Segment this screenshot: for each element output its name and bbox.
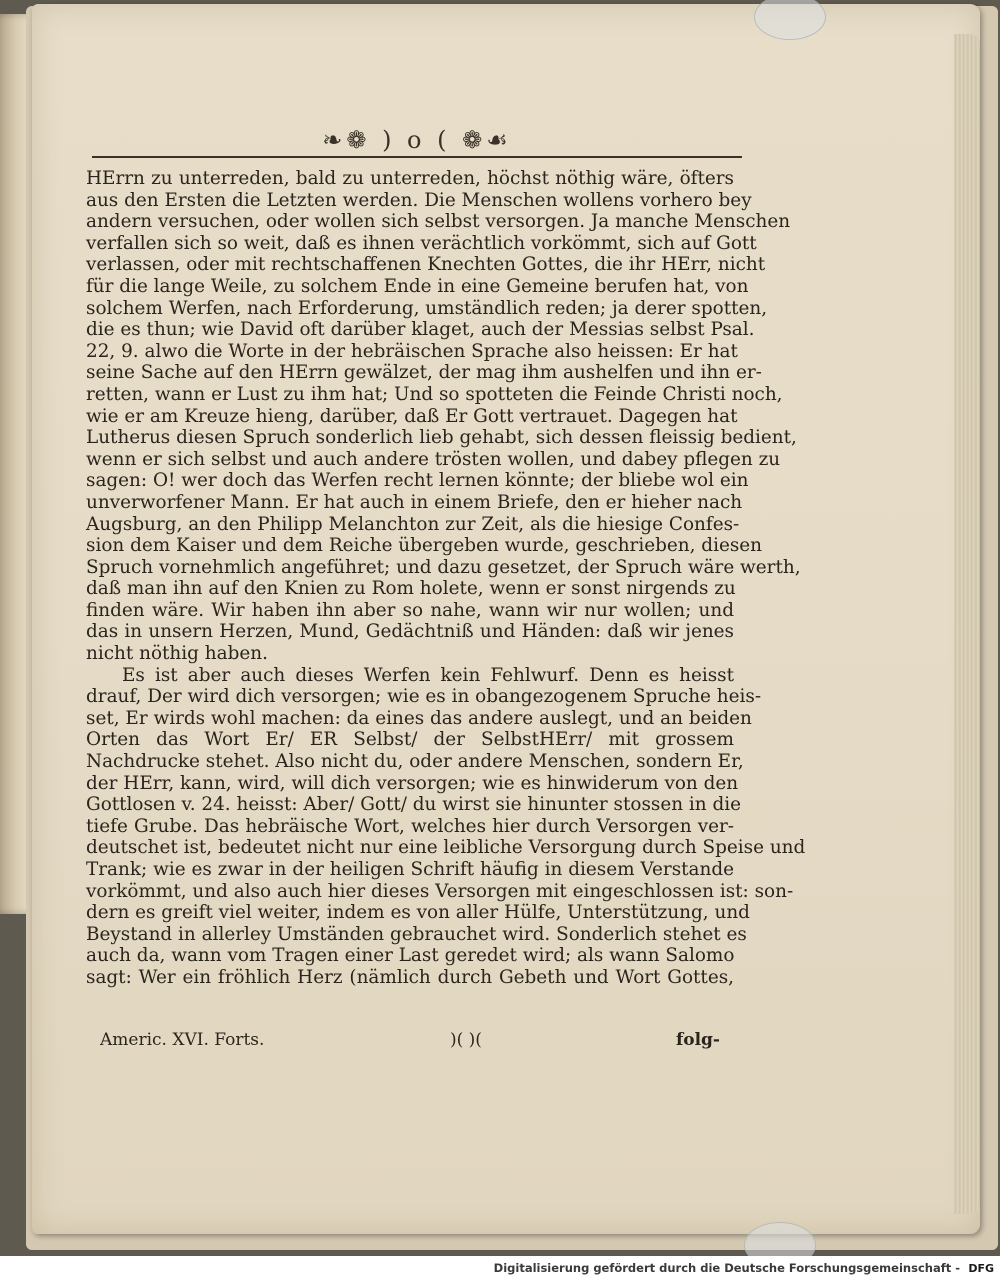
text-line: deutschet ist, bedeutet nicht nur eine leibliche Versorgung durch Speise und [86,837,806,859]
text-line: die es thun; wie David oft darüber klaget, auch der Messias selbst Psal. [86,319,755,341]
text-line: solchem Werfen, nach Erforderung, umständlich reden; ja derer spotten, [86,297,768,319]
text-line: vorkömmt, und also auch hier dieses Versorgen mit eingeschlossen ist: son- [86,880,794,902]
text-line: Trank; wie es zwar in der heiligen Schrift häufig in diesem Verstande [86,859,734,880]
text-line: dern es greift viel weiter, indem es von aller Hülfe, Unterstützung, und [86,902,750,924]
text-line: der HErr, kann, wird, will dich versorgen; wie es hinwiderum von den [86,772,739,794]
text-line: Es ist aber auch dieses Werfen kein Fehlwurf. Denn es heisst [122,664,734,686]
text-line: daß man ihn auf den Knien zu Rom holete, wenn er sonst nirgends zu [86,578,736,600]
text-line: set, Er wirds wohl machen: da eines das andere auslegt, und an beiden [86,707,752,729]
text-line: 22, 9. alwo die Worte in der hebräischen Sprache also heissen: Er hat [86,340,738,362]
header-rule [92,156,742,158]
text-line: sion dem Kaiser und dem Reiche übergeben wurde, geschrieben, diesen [86,535,763,557]
text-line: wie er am Kreuze hieng, darüber, daß Er Gott vertrauet. Dagegen hat [86,405,738,427]
text-line: nicht nöthig haben. [86,643,268,665]
text-line: Lutherus diesen Spruch sonderlich lieb gehabt, sich dessen fleissig bedient, [86,427,797,449]
sheet-mark: )( )( [450,1030,482,1050]
text-line: seine Sache auf den HErrn gewälzet, der mag ihm aushelfen und ihn er- [86,362,762,384]
dfg-logo: DFG [968,1262,994,1275]
text-line: Beystand in allerley Umständen gebrauchet wird. Sonderlich stehet es [86,923,747,945]
text-line: retten, wann er Lust zu ihm hat; Und so spotteten die Feinde Christi noch, [86,383,783,405]
text-line: sagen: O! wer doch das Werfen recht lernen könnte; der bliebe wol ein [86,470,749,492]
text-line: das in unsern Herzen, Mund, Gedächtniß und Händen: daß wir jenes [86,621,734,643]
text-line: Nachdrucke stehet. Also nicht du, oder andere Menschen, sondern Er, [86,751,744,773]
text-line: wenn er sich selbst und auch andere trösten wollen, und dabey pflegen zu [86,448,781,470]
text-line: verlassen, oder mit rechtschaffenen Knechten Gottes, die ihr HErr, nicht [86,254,766,276]
catchword: folg- [675,1030,720,1050]
digitization-credit: Digitalisierung gefördert durch die Deutsche Forschungsgemeinschaft - [493,1261,960,1275]
text-line: andern versuchen, oder wollen sich selbst versorgen. Ja manche Menschen [86,211,791,233]
signature-mark: Americ. XVI. Forts. [100,1030,265,1050]
text-line: tiefe Grube. Das hebräische Wort, welches hier durch Versorgen ver- [86,815,734,837]
text-line: HErrn zu unterreden, bald zu unterreden, höchst nöthig wäre, öfters [86,168,734,189]
header-ornament: ❧❁ ) o ( ❁☙ [322,126,512,154]
text-line: sagt: Wer ein fröhlich Herz (nämlich durch Gebeth und Wort Gottes, [86,966,734,988]
text-line: für die lange Weile, zu solchem Ende in eine Gemeine berufen hat, von [86,275,749,297]
page-header [92,126,742,162]
text-line: Gottlosen v. 24. heisst: Aber/ Gott/ du wirst sie hinunter stossen in die [86,794,742,816]
text-line: unverworfener Mann. Er hat auch in einem Briefe, den er hieher nach [86,491,743,513]
text-line: finden wäre. Wir haben ihn aber so nahe, wann wir nur wollen; und [86,599,734,621]
text-line: auch da, wann vom Tragen einer Last geredet wird; als wann Salomo [86,945,735,967]
text-line: verfallen sich so weit, daß es ihnen verächtlich vorkömmt, sich auf Gott [86,232,757,254]
text-line: aus den Ersten die Letzten werden. Die Menschen wollens vorhero bey [86,189,752,211]
text-line: Augsburg, an den Philipp Melanchton zur Zeit, als die hiesige Confes- [86,513,740,535]
page-fore-edge [954,34,980,1214]
text-line: Spruch vornehmlich angeführet; und dazu gesetzet, der Spruch wäre werth, [86,556,801,578]
text-line: drauf, Der wird dich versorgen; wie es in obangezogenem Spruche heis- [86,686,762,708]
page-footer [100,1030,720,1056]
body-text [86,168,806,989]
text-line: Orten das Wort Er/ ER Selbst/ der SelbstHErr/ mit grossem [86,729,734,751]
